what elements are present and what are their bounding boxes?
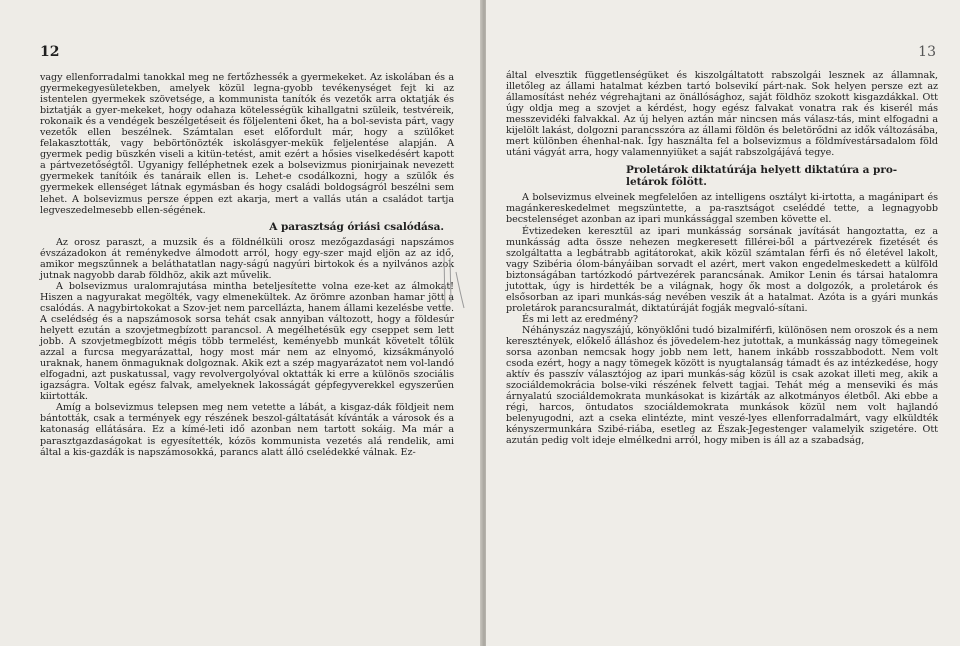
right-section-heading: Proletárok diktatúrája helyett diktatúra a pro-letárok fölött.: [626, 164, 898, 189]
handwritten-margin-mark: [440, 252, 466, 312]
left-paragraph-1: vagy ellenforradalmi tanokkal meg ne fertőzhessék a gyermekeket. Az iskolában és a gyermekegyesületekben, amelyek közül legna-gyobb tevékenységet fejt ki az istentelen gyermekek szövetsége, a kommunista tanítók és vezetők arra oktatják és biztatják a gyer-mekeket, hogy odahaza kötelességük kihallgatni szüleik, testvéreik, rokonaik és a vendégek beszélgetéseit és följelenteni őket, ha a bol-sevista párt, vagy vezetők ellen beszélnek. Számtalan eset előfordult már, hogy a szülőket felakasztották, vagy bebörtönözték iskolásgyer-mekük feljelentése alapján. A gyermek pedig büszkén viseli a kitün-tetést, amit ezért a hősies viselkedésért kapott a pártvezetőségtől. Ugyanigy felléphetnek ezek a bolsevizmus pionirjainak nevezett gyermekek tanítóik és tanáraik ellen is. Lehet-e csodálkozni, hogy a szülők és gyermekek ellenséget látnak egymásban és hogy családi boldogságról beszélni sem lehet. A bolsevizmus persze éppen ezt akarja, mert a vallás után a családot tartja legveszedelmesebb ellen-ségének.: [40, 72, 454, 216]
left-section-heading: A parasztság óriási csalódása.: [269, 220, 444, 233]
right-paragraph-2: A bolsevizmus elveinek megfelelően az intelligens osztályt ki-irtotta, a magánipart és magánkereskedelmet megszüntette, a pa-rasztságot cseléddé tette, a legnagyobb becstelenséget azonban az ipari munkássággal szemben követte el.: [506, 192, 938, 226]
left-paragraph-2: Az orosz paraszt, a muzsik és a földnélküli orosz mezőgazdasági napszámos évszázadokon át reménykedve álmodott arról, hogy egy-szer majd eljön az az idő, amikor megszűnnek a beláthatatlan nagy-ságú nagyúri birtokok és a nyilvános azok jutnak nagyobb darab földhöz, akik azt művelik.: [40, 236, 454, 281]
right-paragraph-4: És mi lett az eredmény?: [522, 313, 638, 325]
right-paragraph-1: által elvesztik függetlenségüket és kiszolgáltatott rabszolgái lesznek az államnak, illetőleg az állami hatalmat kézben tartó bolsevikí párt-nak. Sok helyen persze ezt az államosítást nehéz végrehajtani az önállósághoz, saját földhöz szokott kisgazdákkal. Ott úgy oldja meg a szovjet a kérdést, hogy egész falvakat vonatra rak és kiserél más messzevidéki falvakkal. Az új helyen aztán már nincsen más válasz-tás, mint elfogadni a kijelölt lakást, dolgozni parancsszóra az állami földön és beletörődni az idők változásába, mert különben éhenhal-nak. Így használta fel a bolsevizmus a földmívestársadalom föld utáni vágyát arra, hogy valamennyiüket a saját rabszolgájává tegye.: [506, 70, 938, 159]
right-paragraph-3: Évtizedeken keresztül az ipari munkásság sorsának javítását hangoztatta, ez a munkásság adta össze nehezen megkeresett fillérei-ből a pártvezérek fizetését és szolgáltatta a legbátrabb agitátorokat, akik közül számtalan férfi és nő életével lakolt, vagy Szibéria ólom-bányáiban sorvadt el azért, mert vakon engedelmeskedett a külföld biztonságában tartózkodó pártvezérek parancsának. Amikor Lenin és társai hatalomra jutottak, úgy is hirdették be a világnak, hogy ők most a dolgozók, a proletárok és elsősorban az ipari munkás-ság nevében veszik át a hatalmat. Azóta is a gyári munkás proletárok parancsuralmát, diktatúráját fogják megvaló-sítani.: [506, 225, 938, 314]
page-number-right: 13: [918, 44, 936, 60]
page-number-left: 12: [40, 44, 60, 60]
left-paragraph-4: Amíg a bolsevizmus telepsen meg nem vetette a lábát, a kisgaz-dák földjeit nem bántották, csak a termények egy részének beszol-gáltatását kívánták a városok és a katonaság ellátására. Ez a kímé-leti idő azonban nem tartott sokáig. Ma már a parasztgazdaságokat is egyesítették, kózös kommunista vezetés alá rendelik, ami által a kis-gazdák is napszámosokká, parancs alatt álló cselédekké válnak. Ez-: [40, 402, 454, 458]
left-paragraph-3: A bolsevizmus uralomrajutása mintha beteljesítette volna eze-ket az álmokat! Hiszen a nagyurakat megölték, vagy elmenekültek. Az örömre azonban hamar jött a csalódás. A nagybirtokokat a Szov-jet nem parcellázta, hanem állami kezelésbe vette. A cselédség és a napszámosok sorsa tehát csak annyiban változott, hogy a földesúr helyett ezután a szovjetmegbízott parancsol. A megélhetésük egy cseppet sem lett jobb. A szovjetmegbízott mégis több termelést, keményebb munkát követelt tőlük azzal a furcsa megyarázattal, hogy most már nem az elnyomó, kizsákmányoló uraknak, hanem önmaguknak dolgoznak. Akik ezt a szép magyarázatot nem vol-landó elfogadni, azt puskatussal, vagy revolvergolyóval oktatták ki erre a különös szociális igazságra. Voltak egész falvak, amelyeknek lakosságát gépfegyverekkel egyszerűen kiirtották.: [40, 280, 454, 403]
right-paragraph-5: Néhányszáz nagyszájú, könyöklőni tudó bizalmiférfi, különösen nem oroszok és a nem keresztények, előkelő álláshoz és jövedelem-hez jutottak, a munkásság nagy tömegeinek sorsa azonban nemcsak hogy jobb nem lett, hanem inkább rosszabbodott. Nem volt csoda ezért, hogy a nagy tömegek között is nyugtalanság támadt és az intézkedése, hogy aktív és passzív választójog az ipari munkás-ság közül is csak azokat illeti meg, akik a szociáldemokrácia bolse-viki részének felvett tagjai. Tehát még a menseviki és más árnyalatú szociáldemokrata munkásokat is kizárták az alkotmányos életből. Aki ebbe a régi, harcos, öntudatos szociáldemokrata munkások közül nem volt hajlandó belenyugodni, azt a cseka elintézte, mint veszé-lyes ellenforradalmárt, vagy elküldték kényszermunkára Szibé-riába, esetleg az Észak-Jegestenger valamelyik szigetére. Ott azután pedig volt ideje elmélkedni arról, hogy miben is áll az a szabadság,: [506, 324, 938, 447]
left-page-body: [40, 72, 454, 458]
right-page: [486, 0, 960, 646]
right-page-body: [506, 70, 938, 446]
